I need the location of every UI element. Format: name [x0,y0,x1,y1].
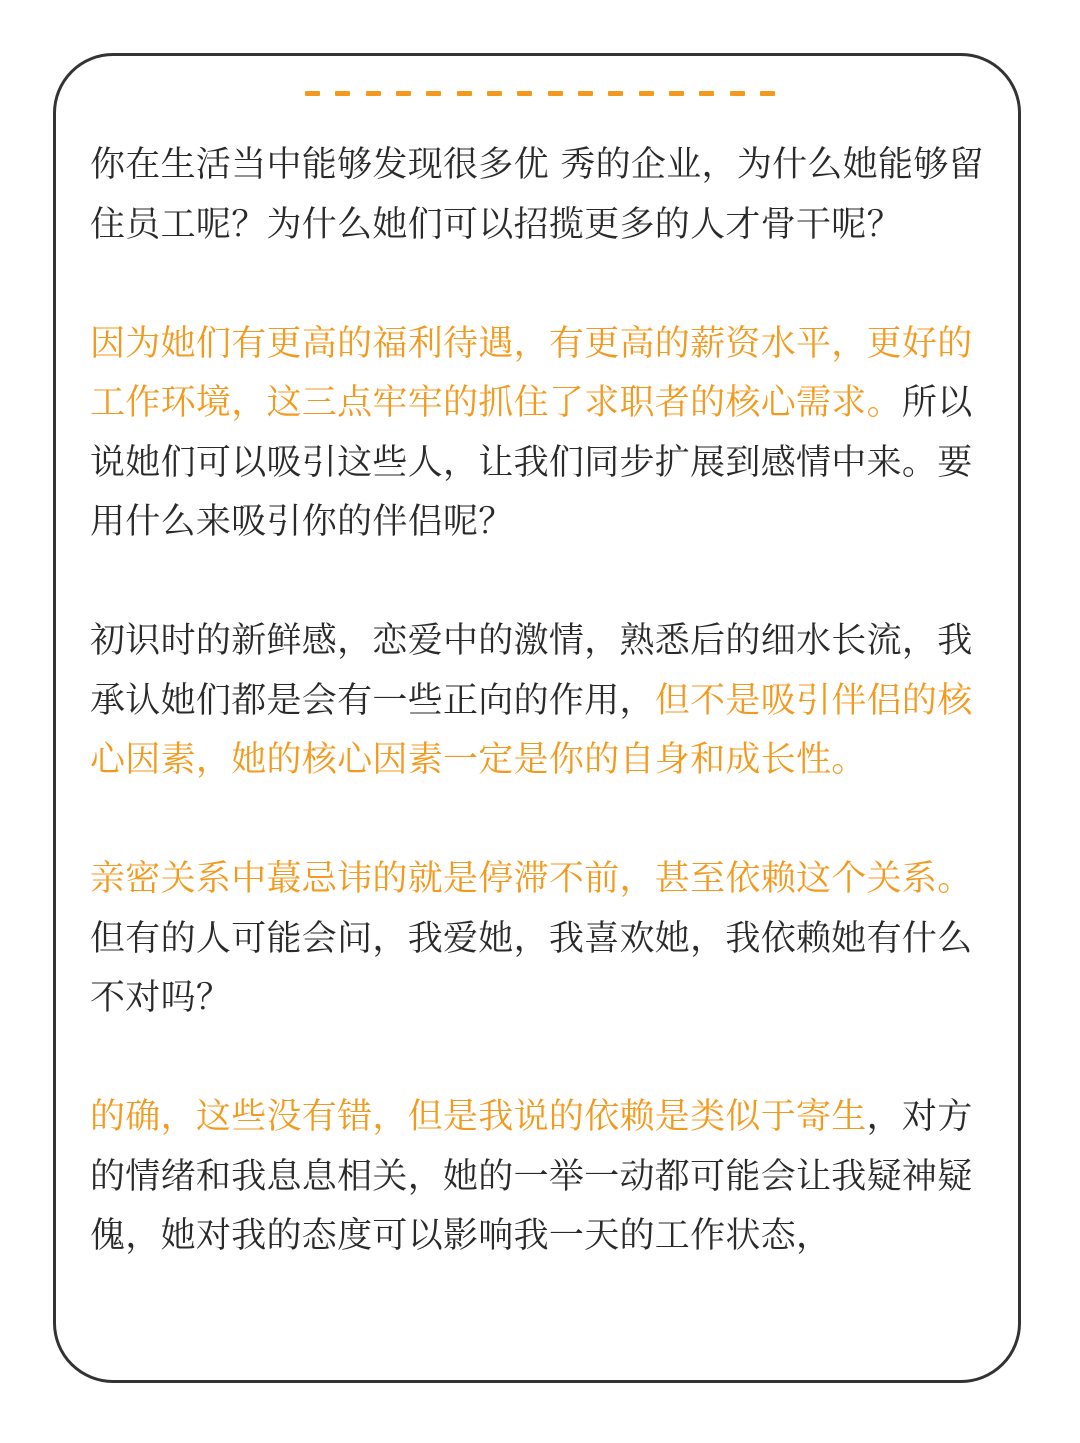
highlighted-text: 的确，这些没有错，但是我说的依赖是类似于寄生 [90,1097,867,1137]
dash-segment [396,91,411,96]
dash-segment [608,91,623,96]
paragraph [90,850,990,1029]
dash-segment [305,91,320,96]
dash-segment [366,91,381,96]
body-text: 但有的人可能会问，我爱她，我喜欢她，我依赖她有什么不对吗？ [90,918,973,1018]
body-text: 初识时的新鲜感，恋爱中的激情，熟悉后的细水长流，我承认她们都是会有一些正向的作用， [90,621,973,721]
highlighted-text: 亲密关系中蕞忌讳的就是停滞不前，甚至依赖这个关系。 [90,859,973,899]
dash-segment [639,91,654,96]
dash-segment [578,91,593,96]
highlighted-text: 但不是吸引伴侣的核心因素，她的核心因素一定是你的自身和成长性。 [90,680,973,780]
dash-segment [760,91,775,96]
dash-segment [426,91,441,96]
dash-segment [335,91,350,96]
body-text: 所以说她们可以吸引这些人，让我们同步扩展到感情中来。要用什么来吸引你的伴侣呢？ [90,383,973,542]
article-body [90,136,990,1267]
dash-segment [487,91,502,96]
paragraph [90,315,990,553]
dash-segment [457,91,472,96]
dash-segment [730,91,745,96]
body-text: 你在生活当中能够发现很多优 秀的企业，为什么她能够留住员工呢？为什么她们可以招揽更多的人才骨干呢？ [90,145,984,245]
dash-segment [669,91,684,96]
dashed-divider [305,91,775,97]
dash-segment [517,91,532,96]
dash-segment [699,91,714,96]
dash-segment [548,91,563,96]
paragraph [90,1088,990,1267]
paragraph [90,136,990,255]
paragraph [90,612,990,791]
body-text: ，对方的情绪和我息息相关，她的一举一动都可能会让我疑神疑傀，她对我的态度可以影响我一天的工作状态， [90,1097,973,1256]
highlighted-text: 因为她们有更高的福利待遇，有更高的薪资水平，更好的工作环境，这三点牢牢的抓住了求职者的核心需求。 [90,323,973,423]
